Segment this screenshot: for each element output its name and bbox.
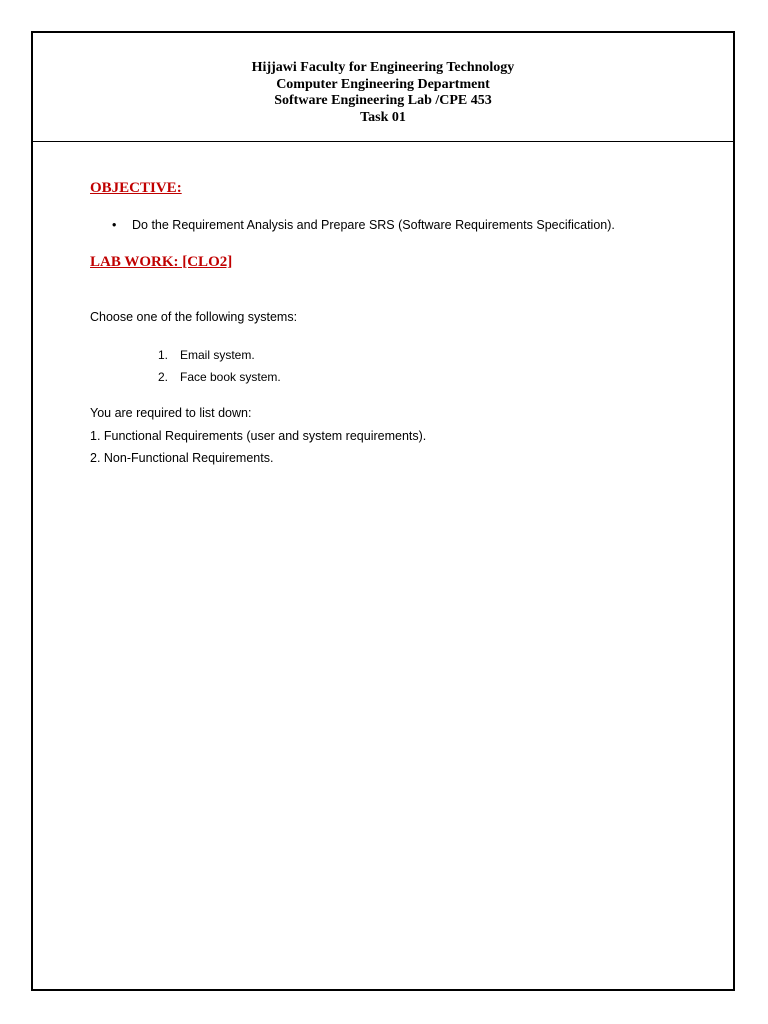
header-task: Task 01	[360, 109, 406, 125]
bullet-icon: •	[112, 218, 117, 232]
choose-systems-text: Choose one of the following systems:	[90, 310, 298, 324]
list-item	[158, 366, 281, 388]
non-functional-requirements-text: 2. Non-Functional Requirements.	[90, 451, 274, 465]
objective-bullet-text: Do the Requirement Analysis and Prepare SRS (Software Requirements Specification).	[132, 218, 615, 232]
header-course: Software Engineering Lab /CPE 453	[274, 93, 492, 108]
list-item-label: Face book system.	[180, 370, 281, 384]
document-page	[31, 31, 735, 991]
list-item-label: Email system.	[180, 348, 255, 362]
lab-work-heading: LAB WORK: [CLO2]	[90, 254, 233, 270]
required-intro-text: You are required to list down:	[90, 406, 252, 420]
functional-requirements-text: 1. Functional Requirements (user and system requirements).	[90, 429, 427, 443]
list-item-number: 1.	[158, 348, 169, 362]
document-header	[33, 33, 733, 142]
objective-heading: OBJECTIVE:	[90, 180, 182, 196]
list-item	[158, 344, 281, 366]
list-item-number: 2.	[158, 370, 169, 384]
systems-list	[158, 344, 281, 388]
header-faculty: Hijjawi Faculty for Engineering Technology	[251, 60, 515, 75]
header-department: Computer Engineering Department	[276, 76, 490, 92]
objective-bullet-item	[112, 218, 615, 232]
